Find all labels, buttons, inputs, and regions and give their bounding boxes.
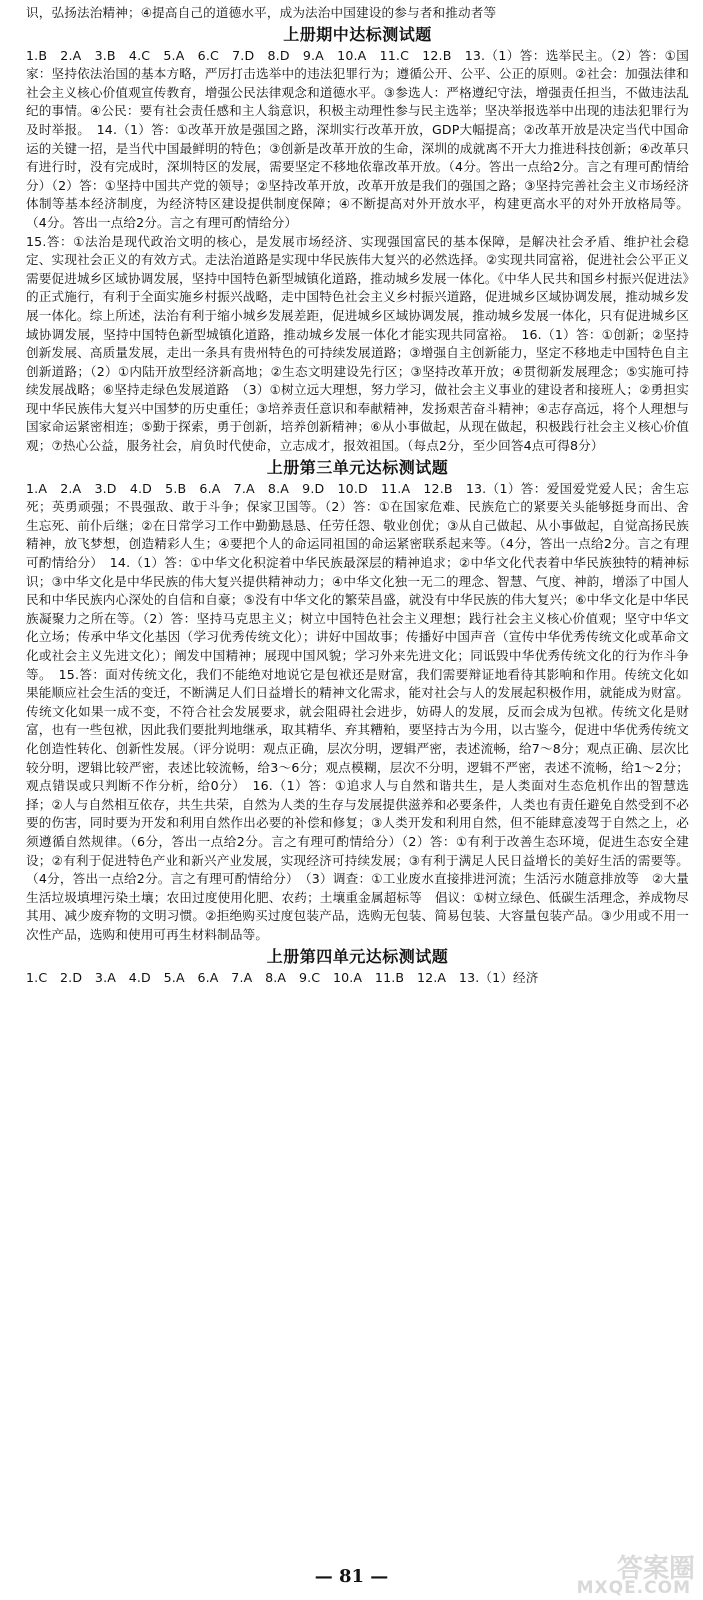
section-title-unit-3: 上册第三单元达标测试题: [266, 457, 449, 477]
unit-3-answers: 1.A 2.A 3.D 4.D 5.B 6.A 7.A 8.A 9.D 10.D 11.A 12.B 13.（1）答：爱国爱党爱人民；舍生忘死；英勇顽强；不畏强敌、敢于斗争；保家卫国等。（2）答：①在国家危难、民族危亡的紧要关头能够挺身而出、舍生忘死、前仆后继；②在日常学习工作中勤勤恳恳、任劳任怨、敬业创优；③从自己做起、从小事做起，自觉高扬民族精神，放飞梦想，创造精彩人生；④要把个人的命运同祖国的命运紧密联系起来等。（4分，答出一点给2分。言之有理可酌情给分） 14.（1）答：①中华文化积淀着中华民族最深层的精神追求；②中华文化代表着中华民族独特的精神标识；③中华文化是中华民族的伟大复兴提供精神动力；④中华文化独一无二的理念、智慧、气度、神韵，增添了中国人民和中华民族内心深处的自信和自豪；⑤没有中华文化的繁荣昌盛，就没有中华民族的伟大复兴；⑥中华文化是中华民族凝聚力之所在等。（2）答：坚持马克思主义；树立中国特色社会主义理想；践行社会主义核心价值观；坚守中华文化立场；传承中华文化基因（学习优秀传统文化）；讲好中国故事；传播好中国声音（宣传中华优秀传统文化或革命文化或社会主义先进文化）；阐发中国精神；展现中国风貌；学习外来先进文化；同诋毁中华优秀传统文化的行为作斗争等。 15.答：面对传统文化，我们不能绝对地说它是包袱还是财富，我们需要辩证地看待其影响和作用。传统文化如果能顺应社会生活的变迁，不断满足人们日益增长的精神文化需求，能对社会与人的发展起积极作用，就能成为财富。传统文化如果一成不变，不符合社会发展要求，就会阻碍社会进步，妨碍人的发展，反而会成为包袱。传统文化是财富，也有一些包袱，因此我们要批判地继承，取其精华、弃其糟粕，要坚持古为今用，以古鉴今，促进中华优秀传统文化创造性转化、创新性发展。（评分说明：观点正确，层次分明，逻辑严密，表述流畅，给7～8分；观点正确、层次比较分明，逻辑比较严密，表述比较流畅，给3～6分；观点模糊，层次不分明，逻辑不严密，表述不流畅，给1～2分；观点错误或只判断不作分析，给0分） 16.（1）答：①追求人与自然和谐共生，是人类面对生态危机作出的智慧选择；②人与自然相互依存，共生共荣，自然为人类的生存与发展提供滋养和必要条件，人类也有责任避免自然受到不必要的伤害，同时要为开发和利用自然作出必要的补偿和修复；③人类开发和利用自然，但不能肆意凌驾于自然之上，必须遵循自然规律。（6分，答出一点给2分。言之有理可酌情给分）（2）答：①有利于改善生态环境，促进生态安全建设；②有利于促进特色产业和新兴产业发展，实现经济可持续发展；③有利于满足人民日益增长的美好生活的需要等。（4分，答出一点给2分。言之有理可酌情给分） （3）调查：①工业废水直接排进河流；生活污水随意排放等 ②大量生活垃圾填埋污染土壤；农田过度使用化肥、农药；土壤重金属超标等 倡议：①树立绿色、低碳生活理念，养成物尽其用、减少废弃物的文明习惯。②拒绝购买过度包装产品，选购无包装、简易包装、大容量包装产品。③少用或不用一次性产品，选购和使用可再生材料制品等。: [26, 480, 689, 942]
page-number: — 81 —: [314, 1566, 389, 1587]
section-title-unit-4: 上册第四单元达标测试题: [266, 946, 449, 966]
section-title-midterm: 上册期中达标测试题: [283, 24, 432, 44]
watermark-url: MXQE.COM: [576, 1578, 691, 1598]
watermark-logo: 答案圈: [616, 1554, 695, 1584]
unit-4-answers: 1.C 2.D 3.A 4.D 5.A 6.A 7.A 8.A 9.C 10.A 11.B 12.A 13.（1）经济: [26, 969, 539, 985]
midterm-answers-part-2: 15.答：①法治是现代政治文明的核心，是发展市场经济、实现强国富民的基本保障，是解决社会矛盾、维护社会稳定、实现社会正义的有效方式。走法治道路是实现中华民族伟大复兴的必然选择。②实现共同富裕，促进社会公平正义需要促进城乡区域协调发展，坚持中国特色新型城镇化道路，推动城乡发展一体化。《中华人民共和国乡村振兴促进法》的正式施行，有利于全面实施乡村振兴战略，走中国特色社会主义乡村振兴道路，促进城乡区域协调发展，推动城乡发展一体化。综上所述，法治有利于缩小城乡发展差距，促进城乡区域协调发展，推动城乡发展一体化，只有促进城乡区域协调发展，坚持中国特色新型城镇化道路，推动城乡发展一体化才能实现共同富裕。 16.（1）答：①创新；②坚持创新发展、高质量发展，走出一条具有贵州特色的可持续发展道路；③增强自主创新能力，坚定不移地走中国特色自主创新道路；（2）①内陆开放型经济新高地；②生态文明建设先行区；③坚持改革开放；④贯彻新发展理念；⑤实施可持续发展战略；⑥坚持走绿色发展道路 （3）①树立远大理想，努力学习，做社会主义事业的建设者和接班人；②勇担实现中华民族伟大复兴中国梦的历史重任；③培养责任意识和奉献精神，发扬艰苦奋斗精神；④志存高远，将个人理想与国家命运紧密相连；⑤勤于探索，勇于创新，培养创新精神；⑥从小事做起，从现在做起，积极践行社会主义核心价值观；⑦热心公益，服务社会，肩负时代使命，立志成才，报效祖国。（每点2分，至少回答4点可得8分）: [26, 233, 689, 454]
midterm-answers-part-1: 1.B 2.A 3.B 4.C 5.A 6.C 7.D 8.D 9.A 10.A 11.C 12.B 13.（1）答：选举民主。（2）答：①国家：坚持依法治国的基本方略，严厉打击选举中的违法犯罪行为；遵循公开、公平、公正的原则。②社会：加强法律和社会主义核心价值观宣传教育，增强公民法律观念和道德水平。③参选人：严格遵纪守法，增强责任担当，不做违法乱纪的事情。④公民：要有社会责任感和主人翁意识，积极主动理性参与民主选举；坚决举报选举中出现的违法犯罪行为及时举报。 14.（1）答：①改革开放是强国之路，深圳实行改革开放，GDP大幅提高；②改革开放是决定当代中国命运的关键一招，是当代中国最鲜明的特色；③创新是改革开放的生命，深圳的成就离不开大力推进科技创新；④改革只有进行时，没有完成时，深圳特区的发展，需要坚定不移地依靠改革开放。（4分。答出一点给2分。言之有理可酌情给分）（2）答：①坚持中国共产党的领导；②坚持改革开放，改革开放是我们的强国之路；③坚持完善社会主义市场经济体制等基本经济制度，为经济特区建设提供制度保障；④不断提高对外开放水平，构建更高水平的对外开放格局等。（4分。答出一点给2分。言之有理可酌情给分）: [26, 47, 689, 230]
intro-line: 识，弘扬法治精神；④提高自己的道德水平，成为法治中国建设的参与者和推动者等: [26, 5, 497, 20]
